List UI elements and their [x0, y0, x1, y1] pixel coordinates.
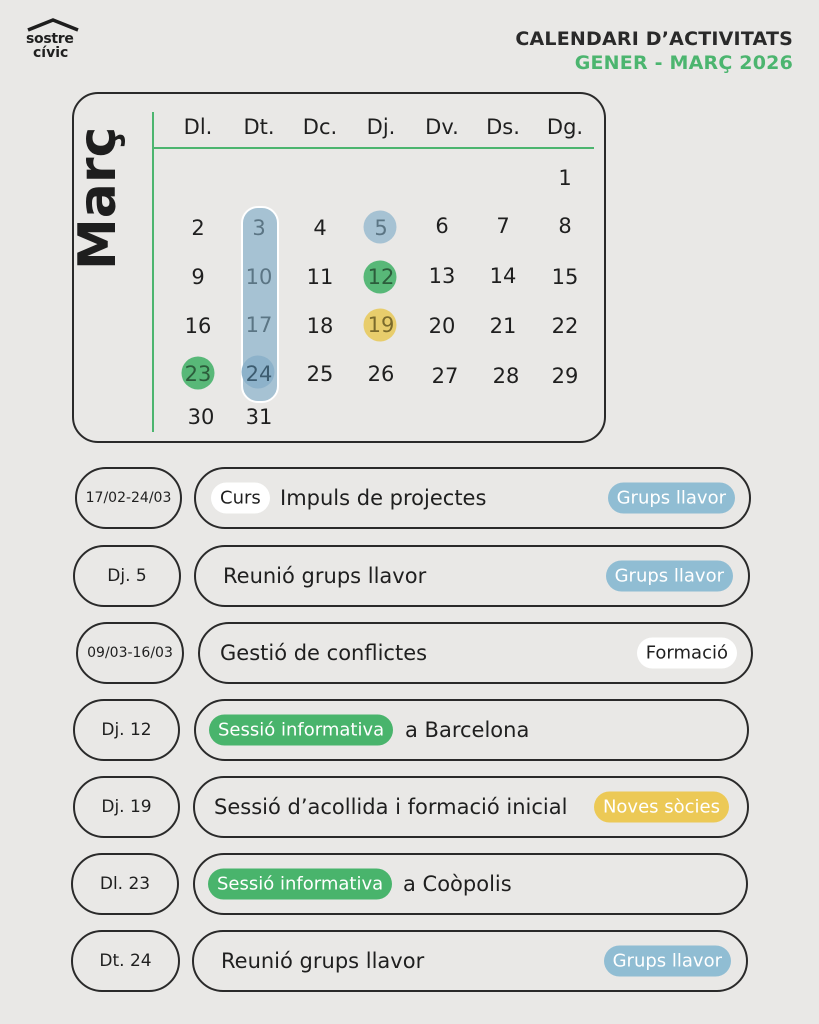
- weekday-header: Dc.: [302, 115, 338, 139]
- calendar-day: 22: [551, 314, 579, 338]
- calendar-day: 12: [367, 265, 395, 289]
- calendar-day: 2: [191, 216, 205, 240]
- sostre-civic-logo: [26, 18, 86, 60]
- event-type-tag: Curs: [211, 483, 270, 514]
- calendar-day: 24: [245, 362, 273, 386]
- calendar-day: 13: [428, 264, 456, 288]
- calendar-day: 16: [184, 314, 212, 338]
- event-date: 17/02-24/03: [75, 467, 182, 529]
- event-title: Gestió de conflictes: [220, 641, 428, 665]
- calendar-day: 4: [313, 216, 327, 240]
- event-title: Reunió grups llavor: [223, 564, 427, 588]
- event-title: a Coòpolis: [403, 872, 512, 896]
- calendar-day: 29: [551, 364, 579, 388]
- event-card: [198, 622, 753, 684]
- event-title: Sessió d’acollida i formació inicial: [214, 795, 568, 819]
- calendar-vertical-rule: [152, 112, 154, 432]
- calendar-day: 26: [367, 362, 395, 386]
- weekday-header: Dj.: [366, 115, 396, 139]
- calendar-horizontal-rule: [152, 147, 594, 149]
- calendar-day: 30: [187, 405, 215, 429]
- calendar-day: 15: [551, 265, 579, 289]
- month-label: Març: [68, 126, 128, 270]
- calendar-day: 28: [492, 364, 520, 388]
- event-date: Dj. 12: [73, 699, 180, 761]
- event-title: Impuls de projectes: [280, 486, 487, 510]
- event-group-tag: Grups llavor: [608, 483, 735, 514]
- calendar-day: 19: [367, 313, 395, 337]
- calendar-day: 17: [245, 313, 273, 337]
- event-type-tag: Formació: [637, 638, 737, 669]
- calendar-day: 31: [245, 405, 273, 429]
- calendar-day: 27: [431, 364, 459, 388]
- logo-line-2: cívic: [33, 45, 69, 61]
- event-card: [194, 699, 749, 761]
- calendar-day: 6: [435, 214, 449, 238]
- calendar-day: 7: [496, 214, 510, 238]
- calendar-day: 11: [306, 265, 334, 289]
- event-type-tag: Sessió informativa: [209, 715, 393, 746]
- calendar-day: 3: [252, 216, 266, 240]
- page-subtitle: GENER - MARÇ 2026: [574, 52, 793, 74]
- event-card: [193, 776, 749, 838]
- weekday-header: Dt.: [243, 115, 275, 139]
- event-group-tag: Grups llavor: [606, 561, 733, 592]
- calendar-day: 18: [306, 314, 334, 338]
- house-roof-icon: [26, 18, 80, 32]
- calendar-day: 8: [558, 214, 572, 238]
- event-title: a Barcelona: [405, 718, 530, 742]
- weekday-header: Dl.: [183, 115, 213, 139]
- calendar-day: 25: [306, 362, 334, 386]
- event-card: [192, 930, 748, 992]
- event-card: [193, 853, 748, 915]
- page-header: [515, 28, 793, 74]
- event-date: Dj. 5: [73, 545, 181, 607]
- event-date: Dt. 24: [71, 930, 180, 992]
- logo-line-1: sostre: [26, 31, 74, 47]
- event-date: Dj. 19: [73, 776, 180, 838]
- calendar-day: 20: [428, 314, 456, 338]
- event-card: [194, 467, 751, 529]
- weekday-header: Ds.: [486, 115, 520, 139]
- event-group-tag: Noves sòcies: [594, 792, 729, 823]
- weekday-header: Dv.: [425, 115, 459, 139]
- event-date: 09/03-16/03: [76, 622, 184, 684]
- event-title: Reunió grups llavor: [221, 949, 425, 973]
- weekday-header: Dg.: [546, 115, 584, 139]
- calendar-day: 9: [191, 265, 205, 289]
- event-type-tag: Sessió informativa: [208, 869, 392, 900]
- event-card: [194, 545, 750, 607]
- calendar-day: 5: [374, 216, 388, 240]
- calendar-day: 21: [489, 314, 517, 338]
- calendar-day: 10: [245, 265, 273, 289]
- calendar-day: 23: [184, 362, 212, 386]
- event-group-tag: Grups llavor: [604, 946, 731, 977]
- calendar-day: 1: [558, 166, 572, 190]
- event-date: Dl. 23: [71, 853, 179, 915]
- page-title: CALENDARI D’ACTIVITATS: [515, 28, 793, 50]
- calendar-day: 14: [489, 264, 517, 288]
